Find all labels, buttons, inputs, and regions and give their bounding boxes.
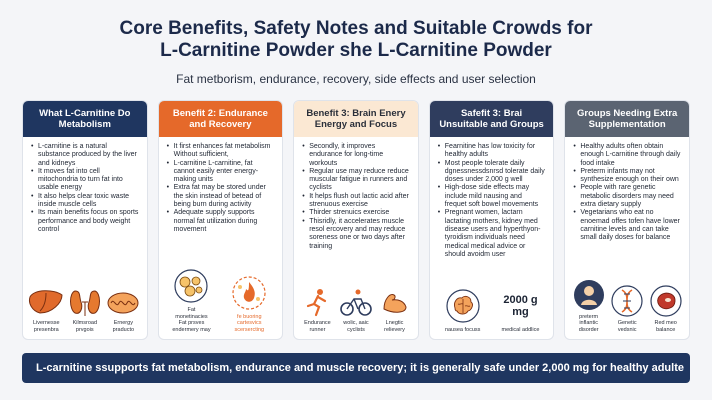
list-item: • Regular use may reduce reduce muscular fatigue in runners and cyclists [302, 168, 410, 193]
icon-group [443, 288, 483, 334]
list-item: • L-carnitine is a natural substance produced by the liver and kidneys [31, 143, 139, 168]
icon-row [23, 287, 147, 333]
list-item: • It also helps clear toxic waste inside muscle cells [31, 193, 139, 210]
icon-group [608, 285, 647, 333]
card-title: Groups Needing Extra Supplementation [565, 101, 689, 137]
title-line-1: Core Benefits, Safety Notes and Suitable Crowds for [119, 18, 593, 39]
icon-group [337, 287, 376, 333]
list-item: • It moves fat into cell mitochondria to turn fat into usable energy [31, 168, 139, 193]
infant-icon [573, 279, 605, 311]
icon-group [298, 287, 337, 333]
bullet-list [294, 137, 418, 251]
list-item: • Secondly, it improves endurance for long-time workouts [302, 143, 410, 168]
card-metabolism [22, 100, 148, 340]
dose-value: 2000 g mg [503, 293, 538, 318]
mitochondria-icon [106, 289, 140, 317]
list-item: • Extra fat may be stored under the skin instead of betead of being burn during activity [167, 184, 275, 209]
card-title: Benefit 2: Endurance and Recovery [159, 101, 283, 137]
icon-label: Ernergy praducto [112, 320, 135, 333]
list-item: • High-dose side effects may include mild nausing and frequet soft bowel movements [438, 184, 546, 209]
icon-label: fe buoring cartesvics scersercting [234, 313, 265, 333]
cards-row [22, 100, 690, 340]
icon-row [430, 288, 554, 334]
runner-icon [302, 287, 332, 317]
icon-label: Red meo balance [654, 320, 677, 333]
card-title: Benefit 3: Brain Enery Energy and Focus [294, 101, 418, 137]
icon-group [104, 289, 143, 333]
muscle-icon [380, 287, 410, 317]
list-item: • It first enhances fat metabolism Without sufficient, [167, 143, 275, 160]
icon-group [171, 268, 211, 333]
icon-row [159, 268, 283, 333]
bullet-list [159, 137, 283, 234]
card-safety [429, 100, 555, 340]
title-line-2: L-Carnitine Powder she L-Carnitine Powder [160, 40, 552, 61]
list-item: • Thisridly, it accelerates muscle resol ercovery and may reduce soreness one or two days after training [302, 218, 410, 251]
icon-label: wolic, aaic cyclists [343, 320, 369, 333]
icon-group [500, 288, 540, 334]
icon-label: Livernesse presenbra [32, 320, 60, 333]
bullet-list [430, 137, 554, 259]
list-item: • Fearnitine has low toxicity for healthy adults [438, 143, 546, 160]
dna-icon [611, 285, 643, 317]
page-title [0, 18, 712, 62]
card-supplementation [564, 100, 690, 340]
list-item: • Preterm infants may not synthesize enough on their own [573, 168, 681, 185]
cyclist-icon [340, 287, 372, 317]
bullet-list [565, 137, 689, 243]
icon-label: preterm inflantic disorder [578, 313, 599, 333]
icon-group [27, 287, 66, 333]
icon-row [565, 279, 689, 334]
card-title: What L-Carnitine Do Metabolism [23, 101, 147, 137]
liver-icon [28, 287, 64, 317]
icon-group [66, 287, 105, 333]
list-item: • Pregnant women, lactarn lactating mothers, kidney med disease users and hyperthyon-tyroidism individuals need medical medical advice or should avoidm user [438, 209, 546, 259]
icon-row [294, 287, 418, 333]
icon-label: medical addlice [501, 326, 540, 333]
list-item: • It helps flush out lactic acid after strenuous exercise [302, 193, 410, 210]
kidney-icon [69, 287, 101, 317]
list-item: • People with rare genetic metabolic disorders may need extra dietary supply [573, 184, 681, 209]
list-item: • Adequate supply supports normal fat utilization during movement [167, 209, 275, 234]
brain-icon [445, 288, 481, 324]
icon-label: Endurance runner [304, 320, 331, 333]
icon-label: Genetic vedsnic [617, 320, 637, 333]
icon-group [229, 275, 269, 334]
icon-group [375, 287, 414, 333]
fat-cells-icon [172, 268, 210, 304]
card-brain-energy [293, 100, 419, 340]
icon-label: Kilmsroad prvgois [72, 320, 98, 333]
page-subtitle: Fat metborism, endurance, recovery, side effects and user selection [176, 72, 536, 86]
list-item: • Thirder strenuics exercise [302, 209, 410, 217]
icon-group [646, 285, 685, 333]
energy-burn-icon [230, 275, 268, 311]
summary-banner: L-carnitine ssupports fat metabolism, endurance and muscle recovery; it is generally safe under 2,000 mg for healthy adulte [22, 353, 690, 383]
list-item: • Healthy adults often obtain enough L-carnitine through daily food intake [573, 143, 681, 168]
card-endurance [158, 100, 284, 340]
list-item: • Vegetarians who eat no enoemad offes tofen have lower carnitine levels and can take small daily doses for balance [573, 209, 681, 242]
dose-icon [500, 288, 540, 324]
card-title: Safefit 3: Brai Unsuitable and Groups [430, 101, 554, 137]
icon-label: Fat monetinacies Fat prsves endermery may [172, 307, 211, 333]
meat-icon [650, 285, 682, 317]
bullet-list [23, 137, 147, 234]
list-item: • Most people tolerate daily dgnessnessdsnrsd tolerate daily doses under 2,000 g well [438, 160, 546, 185]
list-item: • Its main benefits focus on sports performance and body weight control [31, 209, 139, 234]
list-item: • L-carnitine L-carnitine, fat cannot easily enter energy-making units [167, 160, 275, 185]
icon-label: Lnegtic relievery [384, 320, 405, 333]
icon-label: nausea focuss [444, 326, 481, 333]
icon-group [569, 279, 608, 334]
